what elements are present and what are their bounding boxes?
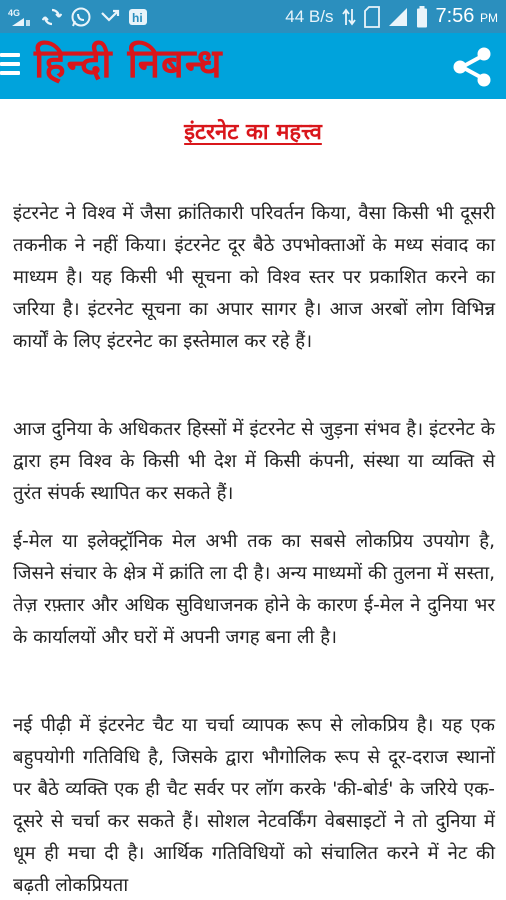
hike-icon — [128, 7, 148, 27]
clock — [436, 5, 499, 28]
cellular-signal-icon — [388, 7, 408, 27]
battery-icon — [416, 6, 428, 28]
status-bar — [0, 0, 506, 33]
clock-time: 7:56 — [435, 5, 475, 27]
sync-icon — [42, 7, 62, 27]
app-bar — [0, 33, 506, 99]
status-left-icons — [8, 6, 148, 28]
sim-icon — [364, 6, 380, 28]
missed-call-icon — [100, 7, 120, 27]
article-paragraph: ई-मेल या इलेक्ट्रॉनिक मेल अभी तक का सबसे लोकप्रिय उपयोग है, जिसने संचार के क्षेत्र में क्रांति ला दी है। अन्य माध्यमों की तुलना में सस्ता, तेज़ रफ़्तार और अधिक सुविधाजनक होने के कारण ई-मेल ने दुनिया भर के कार्यालयों और घरों में अपनी जगह बना ली है। — [13, 531, 495, 648]
app-title: हिन्दी निबन्ध — [34, 41, 223, 87]
network-tag: 4G — [8, 7, 21, 18]
signal-4g-icon — [8, 7, 34, 27]
article-title: इंटरनेट का महत्त्व — [184, 120, 322, 145]
whatsapp-icon — [70, 6, 92, 28]
share-icon[interactable] — [448, 43, 496, 91]
article-paragraph: इंटरनेट ने विश्व में जैसा क्रांतिकारी परिवर्तन किया, वैसा किसी भी दूसरी तकनीक ने नहीं किया। इंटरनेट दूर बैठे उपभोक्ताओं के मध्य संवाद का माध्यम है। यह किसी भी सूचना को विश्व स्तर पर प्रकाशित करने का जरिया है। इंटरनेट सूचना का अपार सागर है। आज अरबों लोग विभिन्न कार्यों के लिए इंटरनेट का इस्तेमाल कर रहे हैं। — [13, 203, 495, 352]
article-content[interactable] — [0, 99, 506, 900]
article-paragraph: आज दुनिया के अधिकतर हिस्सों में इंटरनेट से जुड़ना संभव है। इंटरनेट के द्वारा हम विश्व के किसी भी देश में किसी कंपनी, संस्था या व्यक्ति से तुरंत संपर्क स्थापित कर सकते हैं। — [13, 419, 495, 504]
article-paragraph: नई पीढ़ी में इंटरनेट चैट या चर्चा व्यापक रूप से लोकप्रिय है। यह एक बहुपयोगी गतिविधि है, जिसके द्वारा भौगोलिक रूप से दूर-दराज स्थानों पर बैठे व्यक्ति एक ही चैट सर्वर पर लॉग करके 'की-बोर्ड' के जरिये एक-दूसरे से चर्चा कर सकते हैं। सोशल नेटवर्किंग वेबसाइटों ने तो दुनिया में धूम ही मचा दी है। आर्थिक गतिविधियों को संचालित करने में नेट की बढ़ती लोकप्रियता — [13, 715, 495, 896]
network-speed: 44 B/s — [285, 6, 334, 26]
svg-text:hi: hi — [132, 10, 143, 25]
status-right-icons — [285, 5, 498, 28]
menu-icon[interactable] — [0, 51, 24, 81]
clock-suffix: PM — [480, 11, 498, 25]
data-arrows-icon — [342, 7, 356, 27]
